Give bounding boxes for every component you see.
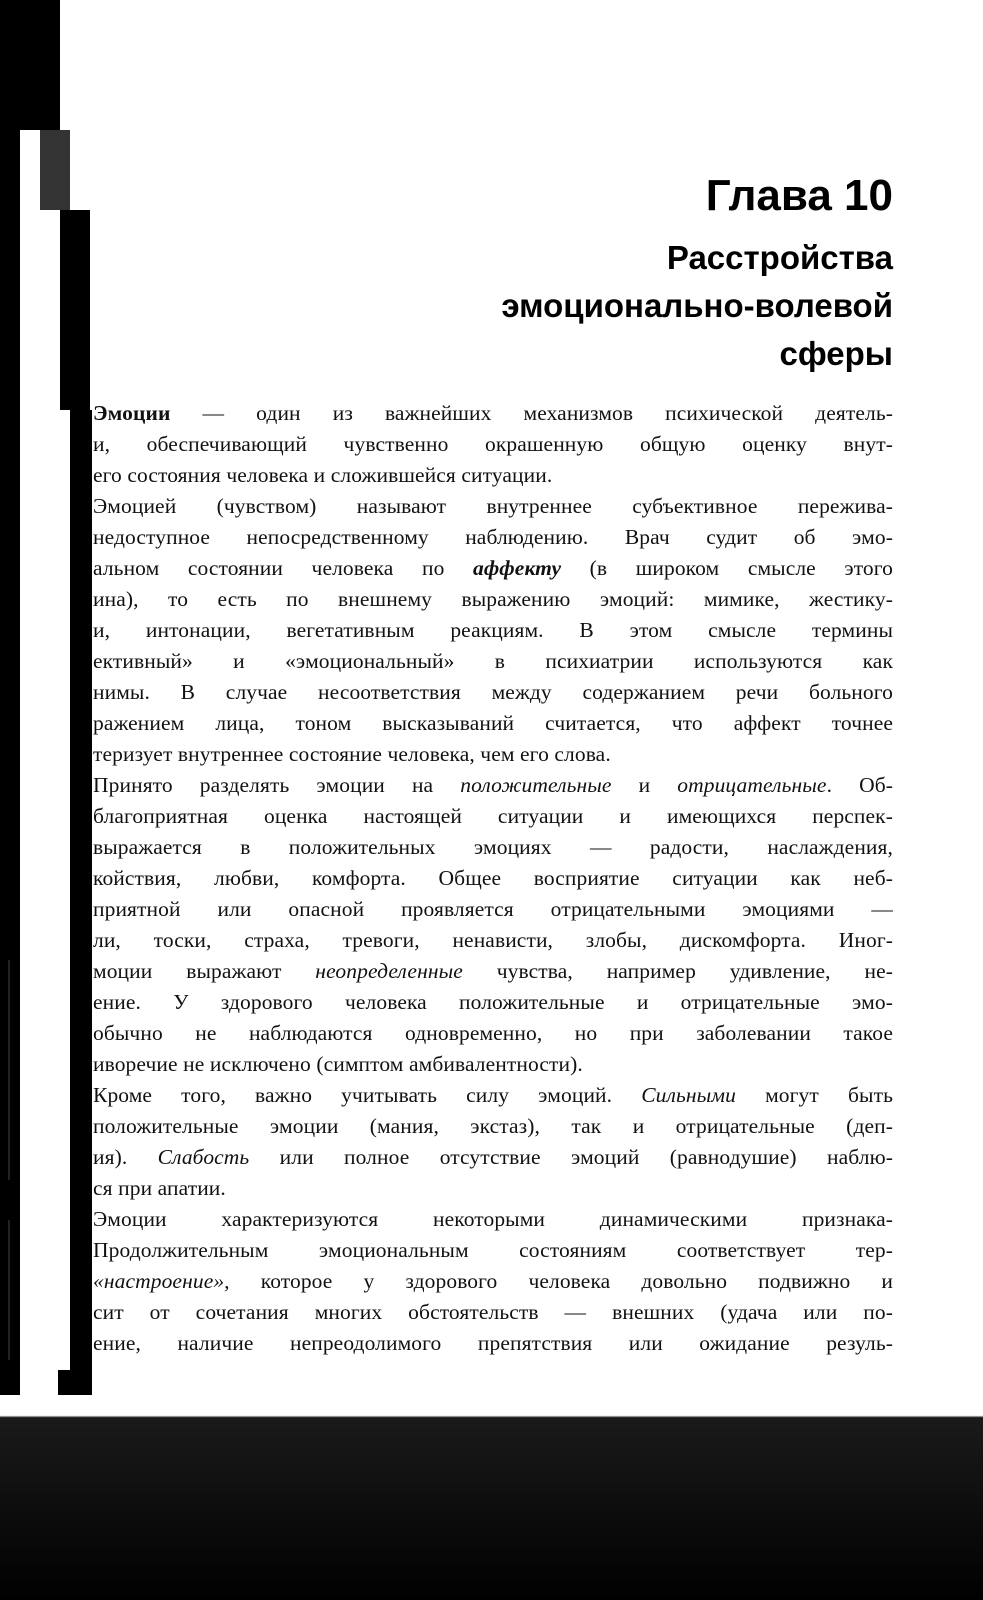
text-segment: недоступное непосредственному наблюдению. Врач судит об эмо- — [93, 525, 893, 549]
text-segment: его состояния человека и сложившейся ситуации. — [93, 463, 553, 487]
text-segment: могут быть — [735, 1083, 893, 1107]
chapter-title-line: сферы — [779, 335, 893, 372]
text-segment: положительные — [460, 773, 612, 797]
text-line — [93, 770, 893, 801]
text-segment: чувства, например удивление, не- — [462, 959, 893, 983]
text-segment: ражением лица, тоном высказываний считается, что аффект точнее — [93, 711, 893, 735]
text-line — [93, 1266, 893, 1297]
text-segment: Слабость — [157, 1145, 250, 1169]
text-segment: альном состоянии человека по — [93, 556, 473, 580]
text-line — [93, 894, 893, 925]
text-segment: Эмоцией (чувством) называют внутреннее субъективное пережива- — [93, 494, 893, 518]
text-line — [93, 491, 893, 522]
text-segment: Эмоции — [93, 401, 171, 425]
text-segment: аффекту — [472, 556, 562, 580]
text-segment: «настроение», — [93, 1269, 230, 1293]
text-line — [93, 460, 893, 491]
text-segment: Сильными — [641, 1083, 736, 1107]
text-segment: которое у здорового человека довольно подвижно и — [229, 1269, 893, 1293]
text-line — [93, 863, 893, 894]
text-segment: койствия, любви, комфорта. Общее восприятие ситуации как неб- — [93, 866, 893, 890]
text-segment: приятной или опасной проявляется отрицательными эмоциями — — [93, 897, 893, 921]
text-line — [93, 646, 893, 677]
text-segment: положительные эмоции (мания, экстаз), так и отрицательные (деп- — [93, 1114, 893, 1138]
text-line — [93, 1142, 893, 1173]
chapter-title-line: эмоционально-волевой — [501, 287, 893, 324]
text-line — [93, 1297, 893, 1328]
text-segment: неопределенные — [315, 959, 463, 983]
text-line — [93, 1049, 893, 1080]
text-segment: нимы. В случае несоответствия между содержанием речи больного — [93, 680, 893, 704]
text-segment: (в широком смысле этого — [561, 556, 893, 580]
chapter-title — [501, 234, 893, 378]
text-line — [93, 553, 893, 584]
text-segment: ли, тоски, страха, тревоги, ненависти, злобы, дискомфорта. Иног- — [93, 928, 893, 952]
chapter-number: Глава 10 — [705, 171, 893, 220]
text-line — [93, 1018, 893, 1049]
scan-vertical-line-lower — [8, 1220, 10, 1360]
text-line — [93, 708, 893, 739]
text-segment: или полное отсутствие эмоций (равнодушие) наблю- — [249, 1145, 893, 1169]
text-segment: ия). — [93, 1145, 158, 1169]
text-line — [93, 1328, 893, 1359]
text-segment: иворечие не исключено (симптом амбивалентности). — [93, 1052, 583, 1076]
text-segment: и — [611, 773, 678, 797]
text-line — [93, 1173, 893, 1204]
text-line — [93, 987, 893, 1018]
text-segment: Кроме того, важно учитывать силу эмоций. — [93, 1083, 642, 1107]
chapter-title-line: Расстройства — [666, 239, 893, 276]
text-segment: моции выражают — [93, 959, 316, 983]
text-segment: ина), то есть по внешнему выражению эмоций: мимике, жестику- — [93, 587, 893, 611]
text-segment: сит от сочетания многих обстоятельств — внешних (удача или по- — [93, 1300, 893, 1324]
text-line — [93, 677, 893, 708]
body-text — [93, 398, 893, 1359]
text-segment: и, интонации, вегетативным реакциям. В этом смысле термины — [93, 618, 893, 642]
text-segment: . Об- — [826, 773, 893, 797]
text-segment: отрицательные — [677, 773, 827, 797]
text-segment: — один из важнейших механизмов психической деятель- — [170, 401, 893, 425]
text-line — [93, 429, 893, 460]
text-segment: Принято разделять эмоции на — [93, 773, 461, 797]
text-segment: ся при апатии. — [93, 1176, 226, 1200]
text-segment: и, обеспечивающий чувственно окрашенную общую оценку внут- — [93, 432, 893, 456]
text-line — [93, 398, 893, 429]
text-segment: ективный» и «эмоциональный» в психиатрии используются как — [93, 649, 893, 673]
text-segment: обычно не наблюдаются одновременно, но при заболевании такое — [93, 1021, 893, 1045]
text-line — [93, 925, 893, 956]
text-segment: Эмоции характеризуются некоторыми динамическими признака- — [93, 1207, 893, 1231]
text-line — [93, 522, 893, 553]
text-segment: теризует внутреннее состояние человека, чем его слова. — [93, 742, 611, 766]
text-segment: ение, наличие непреодолимого препятствия или ожидание резуль- — [93, 1331, 893, 1355]
scan-left-edge — [0, 0, 92, 1600]
text-line — [93, 739, 893, 770]
text-line — [93, 1080, 893, 1111]
text-line — [93, 801, 893, 832]
text-segment: выражается в положительных эмоциях — радости, наслаждения, — [93, 835, 893, 859]
text-segment: благоприятная оценка настоящей ситуации и имеющихся перспек- — [93, 804, 893, 828]
scan-bottom-edge — [0, 1395, 983, 1600]
text-line — [93, 1235, 893, 1266]
chapter-heading — [501, 168, 893, 378]
text-segment: Продолжительным эмоциональным состояниям соответствует тер- — [93, 1238, 893, 1262]
scan-vertical-line-upper — [8, 960, 10, 1180]
text-segment: ение. У здорового человека положительные и отрицательные эмо- — [93, 990, 893, 1014]
text-line — [93, 615, 893, 646]
text-line — [93, 584, 893, 615]
text-line — [93, 1111, 893, 1142]
text-line — [93, 1204, 893, 1235]
text-line — [93, 956, 893, 987]
text-line — [93, 832, 893, 863]
